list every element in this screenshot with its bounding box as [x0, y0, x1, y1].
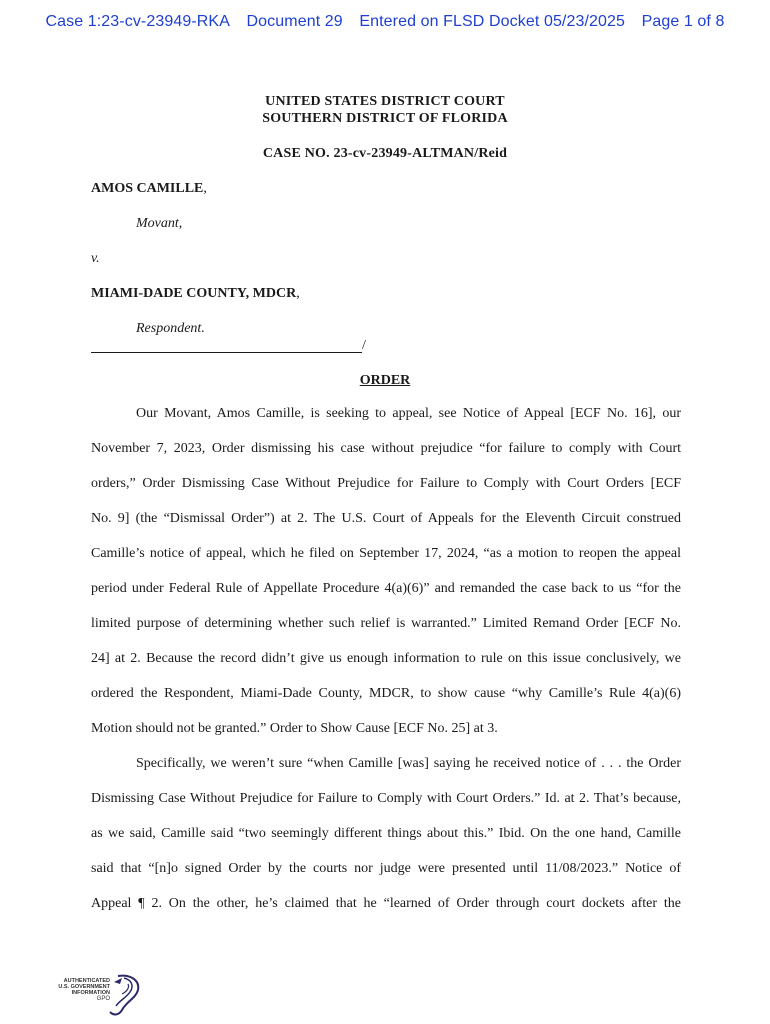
gpo-line4: GPO — [96, 996, 110, 1002]
gpo-authentication-seal — [38, 972, 138, 1018]
p1-line-7: limited purpose of determining whether such relief is warranted.” Limited Remand Order [ECF No. — [91, 616, 681, 631]
stamp-page: Page 1 of 8 — [641, 13, 725, 30]
gpo-line2: U.S. GOVERNMENT — [58, 984, 110, 990]
movant-role: Movant, — [136, 216, 183, 231]
movant-name: AMOS CAMILLE, — [91, 181, 207, 196]
p1-line-6: period under Federal Rule of Appellate Procedure 4(a)(6)” and remanded the case back to us “for the — [91, 581, 681, 596]
respondent-name: MIAMI-DADE COUNTY, MDCR, — [91, 286, 300, 301]
document-title: ORDER — [359, 373, 411, 388]
case-number: CASE NO. 23-cv-23949-ALTMAN/Reid — [262, 146, 508, 161]
p2-line-5: Appeal ¶ 2. On the other, he’s claimed that he “learned of Order through court dockets after the — [91, 896, 681, 911]
court-name-line1: UNITED STATES DISTRICT COURT — [265, 94, 505, 109]
p1-line-2: November 7, 2023, Order dismissing his case without prejudice “for failure to comply with Court — [91, 441, 681, 456]
stamp-entered: Entered on FLSD Docket 05/23/2025 — [359, 13, 626, 30]
caption-rule — [91, 352, 362, 353]
p2-line-3: as we said, Camille said “two seemingly different things about this.” Ibid. On the one hand, Camille — [91, 826, 681, 841]
gpo-line3: INFORMATION — [71, 990, 110, 996]
court-name-line2: SOUTHERN DISTRICT OF FLORIDA — [262, 111, 508, 126]
p1-line-9: ordered the Respondent, Miami-Dade County, MDCR, to show cause “why Camille’s Rule 4(a)(6) — [91, 686, 681, 701]
p1-line-8: 24] at 2. Because the record didn’t give us enough information to rule on this issue conclusively, we — [91, 651, 681, 666]
stamp-document: Document 29 — [246, 13, 343, 30]
p1-line-4: No. 9] (the “Dismissal Order”) at 2. The U.S. Court of Appeals for the Eleventh Circuit construed — [91, 511, 681, 526]
p1-line-5: Camille’s notice of appeal, which he filed on September 17, 2024, “as a motion to reopen the appeal — [91, 546, 681, 561]
p2-line-1: Specifically, we weren’t sure “when Camille [was] saying he received notice of . . . the Order — [136, 756, 681, 771]
respondent-role: Respondent. — [136, 321, 205, 336]
gpo-eagle-icon — [88, 972, 148, 1018]
paragraph-2 — [91, 746, 681, 921]
p1-line-10: Motion should not be granted.” Order to Show Cause [ECF No. 25] at 3. — [91, 721, 498, 736]
docket-stamp — [0, 13, 770, 31]
gpo-line1: AUTHENTICATED — [63, 978, 110, 984]
p2-line-4: said that “[n]o signed Order by the courts nor judge were presented until 11/08/2023.” Notice of — [91, 861, 681, 876]
caption-rule-slash: / — [362, 338, 366, 353]
p1-line-3: orders,” Order Dismissing Case Without Prejudice for Failure to Comply with Court Orders [ECF — [91, 476, 681, 491]
paragraph-1 — [91, 396, 681, 746]
p2-line-2: Dismissing Case Without Prejudice for Failure to Comply with Court Orders.” Id. at 2. That’s because, — [91, 791, 681, 806]
versus: v. — [91, 251, 100, 266]
p1-line-1: Our Movant, Amos Camille, is seeking to appeal, see Notice of Appeal [ECF No. 16], our — [136, 406, 681, 421]
stamp-case: Case 1:23-cv-23949-RKA — [45, 13, 230, 30]
